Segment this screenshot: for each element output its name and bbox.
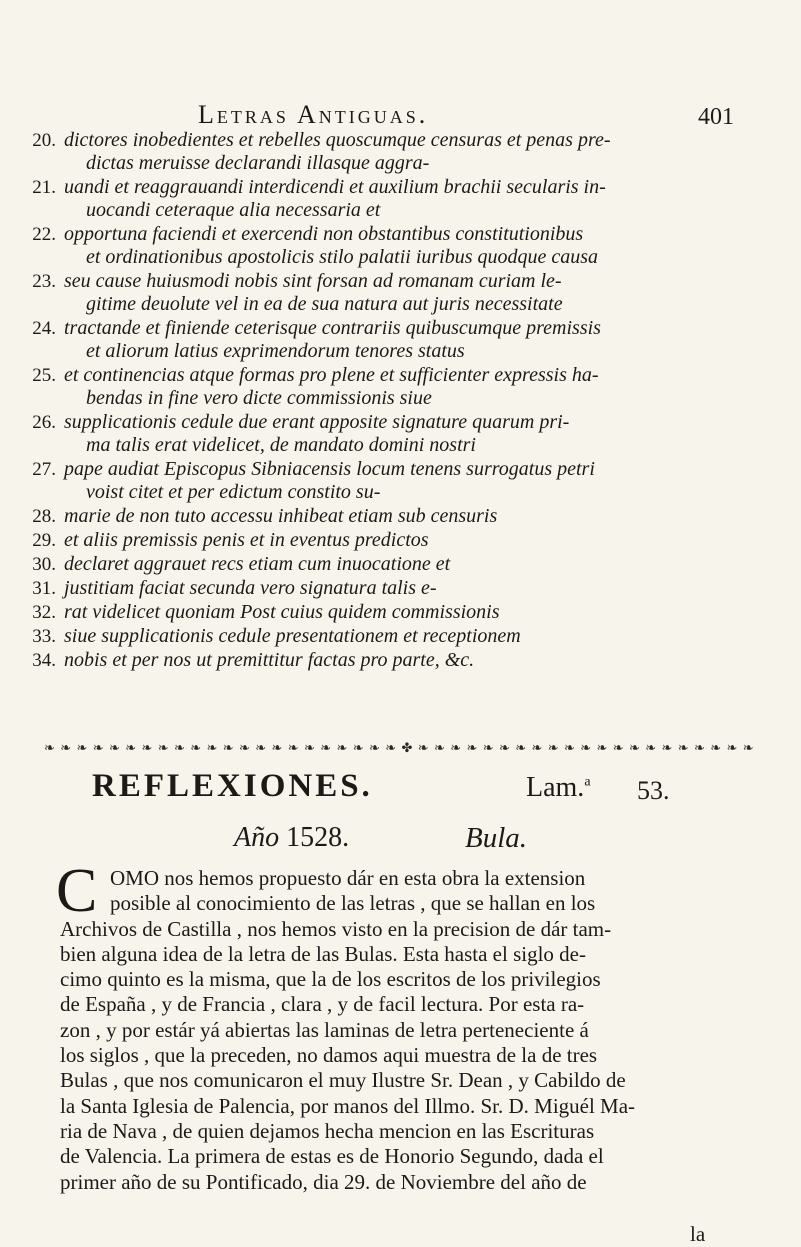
ornament-glyph: ✤: [401, 740, 413, 755]
line-number: 21.: [32, 177, 56, 198]
ornament-glyph: ❧: [450, 740, 462, 755]
line-text: et aliorum latius exprimendorum tenores status: [86, 340, 465, 362]
ornament-glyph: ❧: [710, 740, 722, 755]
ornament-border: [44, 740, 754, 756]
line-number: 26.: [32, 412, 56, 433]
ornament-glyph: ❧: [677, 740, 689, 755]
transcription-line-continuation: [0, 340, 801, 363]
transcription-line: [0, 457, 801, 481]
line-text: voist citet et per edictum constito su-: [86, 481, 381, 503]
transcription-line: [0, 128, 801, 152]
transcription-lines: [0, 128, 801, 672]
transcription-line: [0, 504, 801, 528]
ornament-glyph: ❧: [76, 740, 88, 755]
transcription-line: [0, 552, 801, 576]
ornament-glyph: ❧: [271, 740, 283, 755]
ornament-glyph: ❧: [531, 740, 543, 755]
ornament-glyph: ❧: [125, 740, 137, 755]
line-number: 25.: [32, 365, 56, 386]
drop-cap: C: [56, 857, 98, 925]
ornament-glyph: ❧: [564, 740, 575, 755]
ornament-glyph: ❧: [320, 740, 332, 755]
plate-superscript: a: [584, 774, 591, 790]
line-text: dictores inobedientes et rebelles quoscumque censuras et penas pre-: [64, 129, 611, 151]
ornament-glyph: ❧: [742, 740, 754, 755]
body-line: cimo quinto es la misma, que la de los escritos de los privilegios: [60, 967, 601, 992]
line-text: opportuna faciendi et exercendi non obstantibus constitutionibus: [64, 223, 584, 245]
running-head: [0, 100, 801, 130]
body-line: OMO nos hemos propuesto dár en esta obra la extension: [110, 866, 586, 890]
ornament-glyph: ❧: [612, 740, 624, 755]
ornament-glyph: ❧: [417, 740, 429, 755]
transcription-line: [0, 528, 801, 552]
line-text: dictas meruisse declarandi illasque aggra-: [86, 152, 430, 174]
line-number: 27.: [32, 459, 56, 480]
ornament-glyph: ❧: [352, 740, 364, 755]
line-text: uocandi ceteraque alia necessaria et: [86, 199, 381, 221]
line-text: gitime deuolute vel in ea de sua natura aut juris necessitate: [86, 293, 563, 315]
ornament-glyph: ❧: [141, 740, 153, 755]
transcription-line-continuation: [0, 387, 801, 410]
body-line: la Santa Iglesia de Palencia, por manos del Illmo. Sr. D. Miguél Ma-: [60, 1093, 636, 1118]
line-number: 24.: [32, 318, 56, 339]
line-number: 20.: [32, 130, 56, 151]
transcription-line: [0, 316, 801, 340]
line-text: et continencias atque formas pro plene et sufficienter expressis ha-: [64, 364, 599, 386]
line-text: bendas in fine vero dicte commissionis siue: [86, 387, 432, 409]
catchword: la: [690, 1222, 706, 1246]
ornament-glyph: ❧: [482, 740, 494, 755]
ornament-glyph: ❧: [206, 740, 218, 755]
ornament-glyph: ❧: [92, 740, 104, 755]
line-text: rat videlicet quoniam Post cuius quidem commissionis: [64, 601, 500, 623]
document-type: Bula.: [465, 822, 528, 854]
page-number: 401: [698, 104, 734, 130]
ornament-glyph: ❧: [466, 740, 478, 755]
line-number: 34.: [32, 650, 56, 671]
commentary-body: [56, 857, 780, 1195]
ornament-glyph: ❧: [645, 740, 657, 755]
transcription-line: [0, 648, 801, 672]
ornament-glyph: ❧: [255, 740, 267, 755]
plate-label: Lam.: [526, 772, 585, 803]
ornament-glyph: ❧: [580, 740, 592, 755]
line-text: tractande et finiende ceterisque contrariis quibuscumque premissis: [64, 317, 601, 339]
transcription-line: [0, 175, 801, 199]
ornament-glyph: ❧: [661, 740, 673, 755]
transcription-line: [0, 269, 801, 293]
line-text: supplicationis cedule due erant apposite signature quarum pri-: [64, 411, 570, 433]
body-line: Bulas , que nos comunicaron el muy Ilustre Sr. Dean , y Cabildo de: [60, 1068, 626, 1093]
running-title: Letras Antiguas.: [198, 100, 429, 129]
ornament-glyph: ❧: [304, 740, 315, 755]
transcription-line-continuation: [0, 246, 801, 269]
ornament-glyph: ❧: [190, 740, 202, 755]
line-text: et aliis premissis penis et in eventus predictos: [64, 529, 429, 551]
transcription-line: [0, 410, 801, 434]
section-heading: REFLEXIONES.: [92, 768, 373, 804]
ornament-glyph: ❧: [369, 740, 380, 755]
line-text: marie de non tuto accessu inhibeat etiam sub censuris: [64, 505, 498, 527]
line-number: 23.: [32, 271, 56, 292]
line-number: 29.: [32, 530, 56, 551]
line-number: 28.: [32, 506, 56, 527]
body-line: de España , y de Francia , clara , y de facil lectura. Por esta ra-: [60, 992, 585, 1017]
line-text: nobis et per nos ut premittitur factas pro parte, &c.: [64, 649, 475, 671]
year-line: [234, 822, 349, 854]
body-line: zon , y por estár yá abiertas las laminas de letra perteneciente á: [60, 1017, 589, 1042]
line-text: justitiam faciat secunda vero signatura talis e-: [64, 577, 437, 599]
ornament-glyph: ❧: [44, 740, 55, 755]
transcription-line-continuation: [0, 293, 801, 316]
ornament-glyph: ❧: [694, 740, 705, 755]
ornament-glyph: ❧: [629, 740, 640, 755]
line-text: uandi et reaggrauandi interdicendi et auxilium brachii secularis in-: [64, 176, 606, 198]
line-text: pape audiat Episcopus Sibniacensis locum tenens surrogatus petri: [64, 458, 595, 480]
ornament-glyph: ❧: [109, 740, 120, 755]
transcription-line-continuation: [0, 481, 801, 504]
body-line: de Valencia. La primera de estas es de Honorio Segundo, dada el: [60, 1144, 604, 1169]
line-number: 33.: [32, 626, 56, 647]
year-value: 1528.: [286, 822, 350, 853]
ornament-glyph: ❧: [596, 740, 608, 755]
transcription-line: [0, 600, 801, 624]
ornament-glyph: ❧: [547, 740, 559, 755]
body-line: posible al conocimiento de las letras , que se hallan en los: [110, 891, 596, 916]
line-text: declaret aggrauet recs etiam cum inuocatione et: [64, 553, 451, 575]
transcription-line-continuation: [0, 199, 801, 222]
transcription-line: [0, 363, 801, 387]
ornament-glyph: ❧: [157, 740, 169, 755]
ornament-glyph: ❧: [287, 740, 299, 755]
line-text: seu cause huiusmodi nobis sint forsan ad romanam curiam le-: [64, 270, 562, 292]
transcription-line-continuation: [0, 434, 801, 457]
year-label: Año: [234, 822, 280, 853]
ornament-glyph: ❧: [174, 740, 185, 755]
plate-number: 53.: [637, 776, 670, 805]
line-number: 31.: [32, 578, 56, 599]
body-line: bien alguna idea de la letra de las Bulas. Esta hasta el siglo de-: [60, 941, 586, 966]
line-number: 30.: [32, 554, 56, 575]
line-text: ma talis erat videlicet, de mandato domini nostri: [86, 434, 476, 456]
ornament-glyph: ❧: [336, 740, 348, 755]
ornament-glyph: ❧: [515, 740, 527, 755]
ornament-glyph: ❧: [239, 740, 250, 755]
transcription-line: [0, 576, 801, 600]
transcription-line: [0, 222, 801, 246]
ornament-glyph: ❧: [60, 740, 72, 755]
ornament-glyph: ❧: [726, 740, 738, 755]
body-line: los siglos , que la preceden, no damos aqui muestra de la de tres: [60, 1043, 598, 1068]
line-text: siue supplicationis cedule presentationem et receptionem: [64, 625, 521, 647]
transcription-line-continuation: [0, 152, 801, 175]
ornament-glyph: ❧: [222, 740, 234, 755]
ornament-glyph: ❧: [434, 740, 445, 755]
line-number: 22.: [32, 224, 56, 245]
ornament-glyph: ❧: [385, 740, 397, 755]
ornament-glyph: ❧: [499, 740, 510, 755]
body-line: primer año de su Pontificado, dia 29. de Noviembre del año de: [60, 1169, 587, 1194]
line-number: 32.: [32, 602, 56, 623]
body-line: ria de Nava , de quien dejamos hecha mencion en las Escrituras: [60, 1118, 595, 1143]
transcription-line: [0, 624, 801, 648]
line-text: et ordinationibus apostolicis stilo palatii iuribus quodque causa: [86, 246, 599, 268]
plate-reference: [526, 772, 591, 804]
body-line: Archivos de Castilla , nos hemos visto en la precision de dár tam-: [60, 916, 612, 941]
